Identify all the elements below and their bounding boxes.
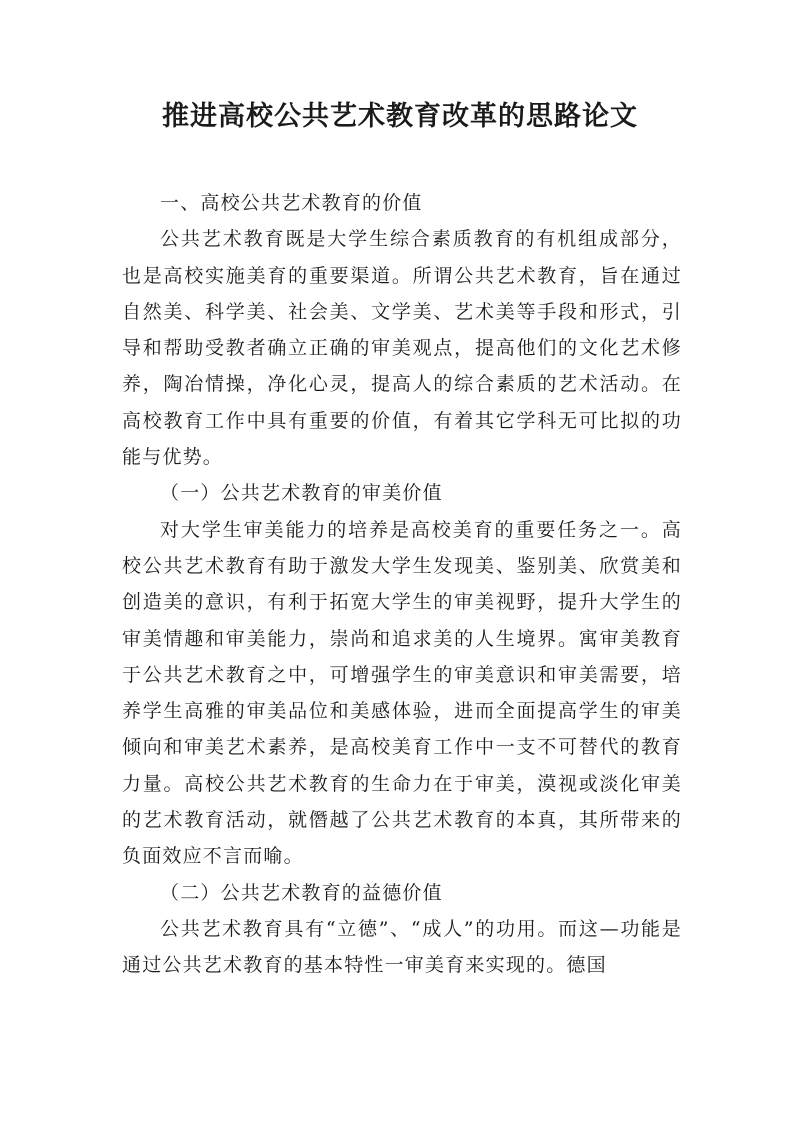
document-body — [122, 185, 682, 984]
paragraph-moral-value: 公共艺术教育具有“立德”、“成人”的功用。而这—功能是通过公共艺术教育的基本特性一审美育来实现的。德国 — [122, 917, 682, 977]
paragraph-value-intro: 公共艺术教育既是大学生综合素质教育的有机组成部分，也是高校实施美育的重要渠道。所谓公共艺术教育，旨在通过自然美、科学美、社会美、文学美、艺术美等手段和形式，引导和帮助受教者确立正确的审美观点，提高他们的文化艺术修养，陶冶情操，净化心灵，提高人的综合素质的艺术活动。在高校教育工作中具有重要的价值，有着其它学科无可比拟的功能与优势。 — [122, 228, 682, 469]
document-title: 推进高校公共艺术教育改革的思路论文 — [162, 101, 638, 132]
section-heading-value: 一、高校公共艺术教育的价值 — [160, 192, 423, 214]
paragraph-aesthetic-value: 对大学生审美能力的培养是高校美育的重要任务之一。高校公共艺术教育有助于激发大学生发现美、鉴别美、欣赏美和创造美的意识，有利于拓宽大学生的审美视野，提升大学生的审美情趣和审美能力，崇尚和追求美的人生境界。寓审美教育于公共艺术教育之中，可增强学生的审美意识和审美需要，培养学生高雅的审美品位和美感体验，进而全面提高学生的审美倾向和审美艺术素养，是高校美育工作中一支不可替代的教育力量。高校公共艺术教育的生命力在于审美，漠视或淡化审美的艺术教育活动，就僭越了公共艺术教育的本真，其所带来的负面效应不言而喻。 — [122, 518, 682, 868]
subsection-heading-moral: （二）公共艺术教育的益德价值 — [160, 881, 443, 904]
subsection-heading-aesthetic: （一）公共艺术教育的审美价值 — [160, 482, 443, 505]
